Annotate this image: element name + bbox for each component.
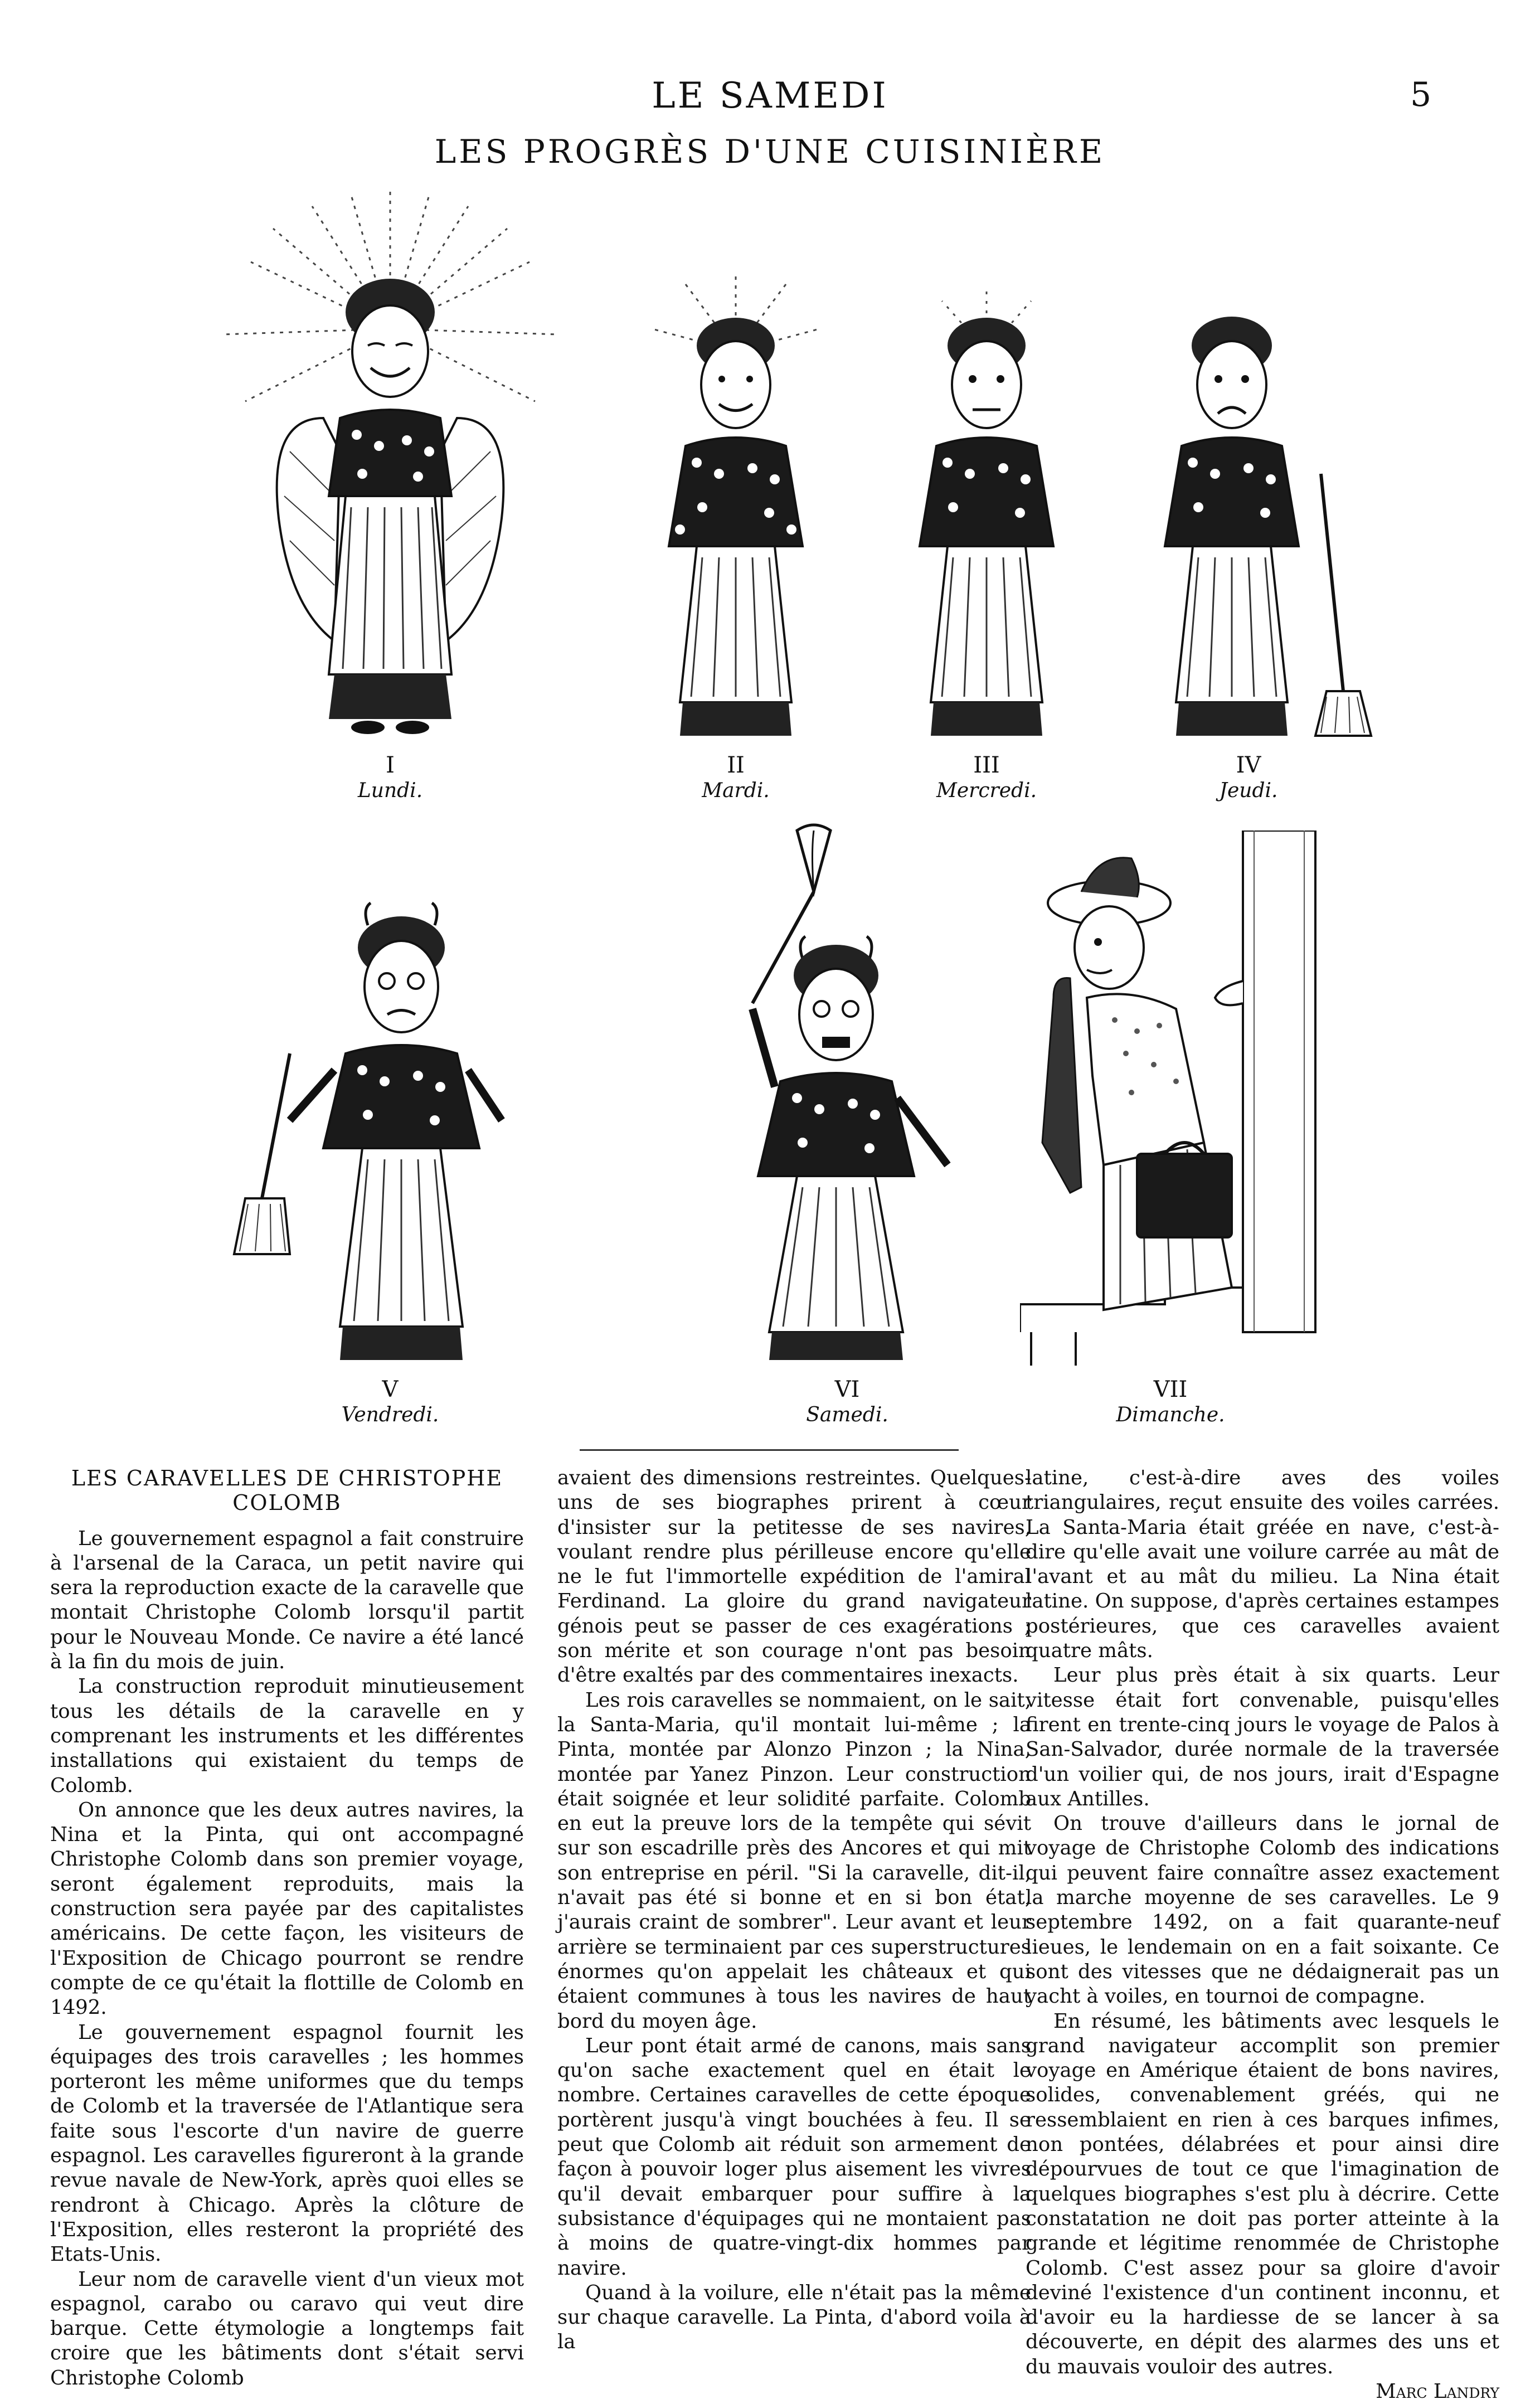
cook-saturday-illustration [686, 819, 1009, 1377]
panel-day: Mercredi. [936, 779, 1037, 802]
panel-day: Lundi. [357, 779, 423, 802]
panel-day: Vendredi. [341, 1403, 439, 1426]
page-header [0, 0, 1540, 190]
angel-cook-illustration [201, 184, 580, 752]
article-column-2 [557, 1466, 1031, 2355]
panel-numeral: III [973, 752, 1000, 778]
section-divider [580, 1449, 959, 1451]
article-paragraph: latine, c'est-à-dire aves des voiles triangulaires, reçut ensuite des voiles carrées. La Santa-Maria était gréée en nave, c'est-à-dire qu'elle avait une voilure carrée au mât de l'avant et au mât du milieu. La Nina était latine. On suppose, d'après certaines estampes postérieures, que ces caravelles avaient quatre mâts. [1026, 1466, 1499, 1663]
panel-day: Dimanche. [1116, 1403, 1225, 1426]
article-paragraph: Leur nom de caravelle vient d'un vieux mot espagnol, carabo ou caravo qui veut dire barque. Cette étymologie a longtemps fait croire que les bâtiments dont s'était servi Christophe Colomb [50, 2267, 524, 2390]
article-paragraph: La construction reproduit minutieusement tous les détails de la caravelle en y comprenant les instruments et les différentes installations qui existaient du temps de Colomb. [50, 1675, 524, 1797]
cartoon-title: LES PROGRÈS D'UNE CUISINIÈRE [434, 133, 1106, 171]
panel-numeral: II [727, 752, 745, 778]
cook-wednesday-illustration [869, 268, 1104, 752]
article-paragraph: On annonce que les deux autres navires, la Nina et la Pinta, qui ont accompagné Christophe Colomb dans son premier voyage, seront également reproduits, mais la construction sera payée par des capitalistes américains. De cette façon, les visiteurs de l'Exposition de Chicago pourront se rendre compte de ce qu'était la flottille de Colomb en 1492. [50, 1798, 524, 2019]
article-paragraph: Le gouvernement espagnol a fait construire à l'arsenal de la Caraca, un petit navire qui sera la reproduction exacte de la caravelle que montait Christophe Colomb lorsqu'il partit pour le Nouveau Monde. Ce navire a été lancé à la fin du mois de juin. [50, 1527, 524, 1674]
article-paragraph: avaient des dimensions restreintes. Quelques-uns de ses biographes prirent à cœur d'insister sur la petitesse de ses navires, voulant rendre plus périlleuse encore qu'elle ne le fut l'immortelle expédition de l'amiral Ferdinand. La gloire du grand navigateur génois peut se passer de ces exagérations ; son mérite et son courage n'ont pas besoin d'être exaltés par des commentaires inexacts. [557, 1466, 1031, 1687]
article-paragraph: Quand à la voilure, elle n'était pas la même sur chaque caravelle. La Pinta, d'abord voila à la [557, 2281, 1031, 2354]
panel-day: Samedi. [806, 1403, 888, 1426]
article-signature: Marc Landry [1376, 2379, 1499, 2403]
panel-numeral: VII [1153, 1377, 1188, 1402]
panel-numeral: I [386, 752, 395, 778]
cartoon-panel-7 [1020, 831, 1321, 1432]
article-paragraph: En résumé, les bâtiments avec lesquels le grand navigateur accomplit son premier voyage en Amérique étaient de bons navires, solides, convenablement gréés, qui ne ressemblaient en rien à ces barques infimes, non pontées, délabrées et pour ainsi dire dépourvues de tout ce que l'imagination de quelques biographes s'est plu à décrire. Cette constatation ne doit pas porter atteinte à la grande et légitime renommée de Christophe Colomb. C'est assez pour sa gloire d'avoir deviné l'existence d'un continent inconnu, et d'avoir eu la hardiesse de se lancer à sa découverte, en dépit des alarmes des uns et du mauvais vouloir des autres. [1026, 2009, 1499, 2378]
cook-friday-illustration [201, 886, 580, 1377]
article-column-1 [50, 1466, 524, 2391]
article-paragraph: Les rois caravelles se nommaient, on le sait, la Santa-Maria, qu'il montait lui-même ; la Pinta, montée par Alonzo Pinzon ; la Nina, montée par Yanez Pinzon. Leur construction était soignée et leur solidité parfaite. Colomb en eut la preuve lors de la tempête qui sévit sur son escadrille près des Ancores et qui mit son entreprise en péril. "Si la caravelle, dit-il, n'avait pas été si bonne et en si bon état, j'aurais craint de sombrer". Leur avant et leur arrière se terminaient par ces superstructures énormes qu'on appelait les châteaux et qui étaient communes à tous les navires de haut bord du moyen âge. [557, 1688, 1031, 2033]
article-paragraph: Leur pont était armé de canons, mais sans qu'on sache exactement quel en était le nombre. Certaines caravelles de cette époque portèrent jusqu'à vingt bouchées à feu. Il se peut que Colomb ait réduit son armement de façon à pouvoir loger plus aisement les vivres qu'il devait embarquer pour suffire à la subsistance d'équipages qui ne montaient pas à moins de quatre-vingt-dix hommes par navire. [557, 2034, 1031, 2280]
article-column-3 [1026, 1466, 1499, 2404]
panel-numeral: IV [1236, 752, 1261, 778]
cartoon-panel-3 [869, 268, 1104, 808]
cook-tuesday-illustration [619, 268, 853, 752]
article-paragraph: Le gouvernement espagnol fournit les équipages des trois caravelles ; les hommes porteront les même uniformes que du temps de Colomb et la traversée de l'Atlantique sera faite sous l'escorte d'un navire de guerre espagnol. Les caravelles figureront à la grande revue navale de New-York, après quoi elles se rendront à Chicago. Après la clôture de l'Exposition, elles resteront la propriété des Etats-Unis. [50, 2021, 524, 2266]
cartoon-panel-4 [1120, 268, 1377, 808]
cartoon-panel-6 [686, 819, 1009, 1432]
article-paragraph: Leur plus près était à six quarts. Leur vitesse était fort convenable, puisqu'elles firent en trente-cinq jours le voyage de Palos à San-Salvador, durée normale de la traversée d'un voilier qui, de nos jours, irait d'Espagne aux Antilles. [1026, 1664, 1499, 1810]
panel-day: Jeudi. [1219, 779, 1278, 802]
article-title: LES CARAVELLES DE CHRISTOPHE COLOMB [71, 1466, 503, 1516]
journal-title: LE SAMEDI [652, 75, 888, 116]
cartoon-panel-1 [201, 184, 580, 808]
article-paragraph: On trouve d'ailleurs dans le jornal de voyage de Christophe Colomb des indications qui peuvent faire connaître assez exactement la marche moyenne de ses caravelles. Le 9 septembre 1492, on a fait quarante-neuf lieues, le lendemain on en a fait soixante. Ce sont des vitesses que ne dédaignerait pas un yacht à voiles, en tournoi de compagne. [1026, 1812, 1499, 2008]
cartoon-panel-2 [619, 268, 853, 808]
cook-sunday-departure-illustration [1020, 831, 1321, 1377]
cook-thursday-illustration [1120, 268, 1377, 752]
panel-numeral: VI [834, 1377, 860, 1402]
panel-numeral: V [382, 1377, 399, 1402]
page-number: 5 [1410, 75, 1432, 114]
cartoon-panel-5 [201, 886, 580, 1432]
panel-day: Mardi. [702, 779, 770, 802]
